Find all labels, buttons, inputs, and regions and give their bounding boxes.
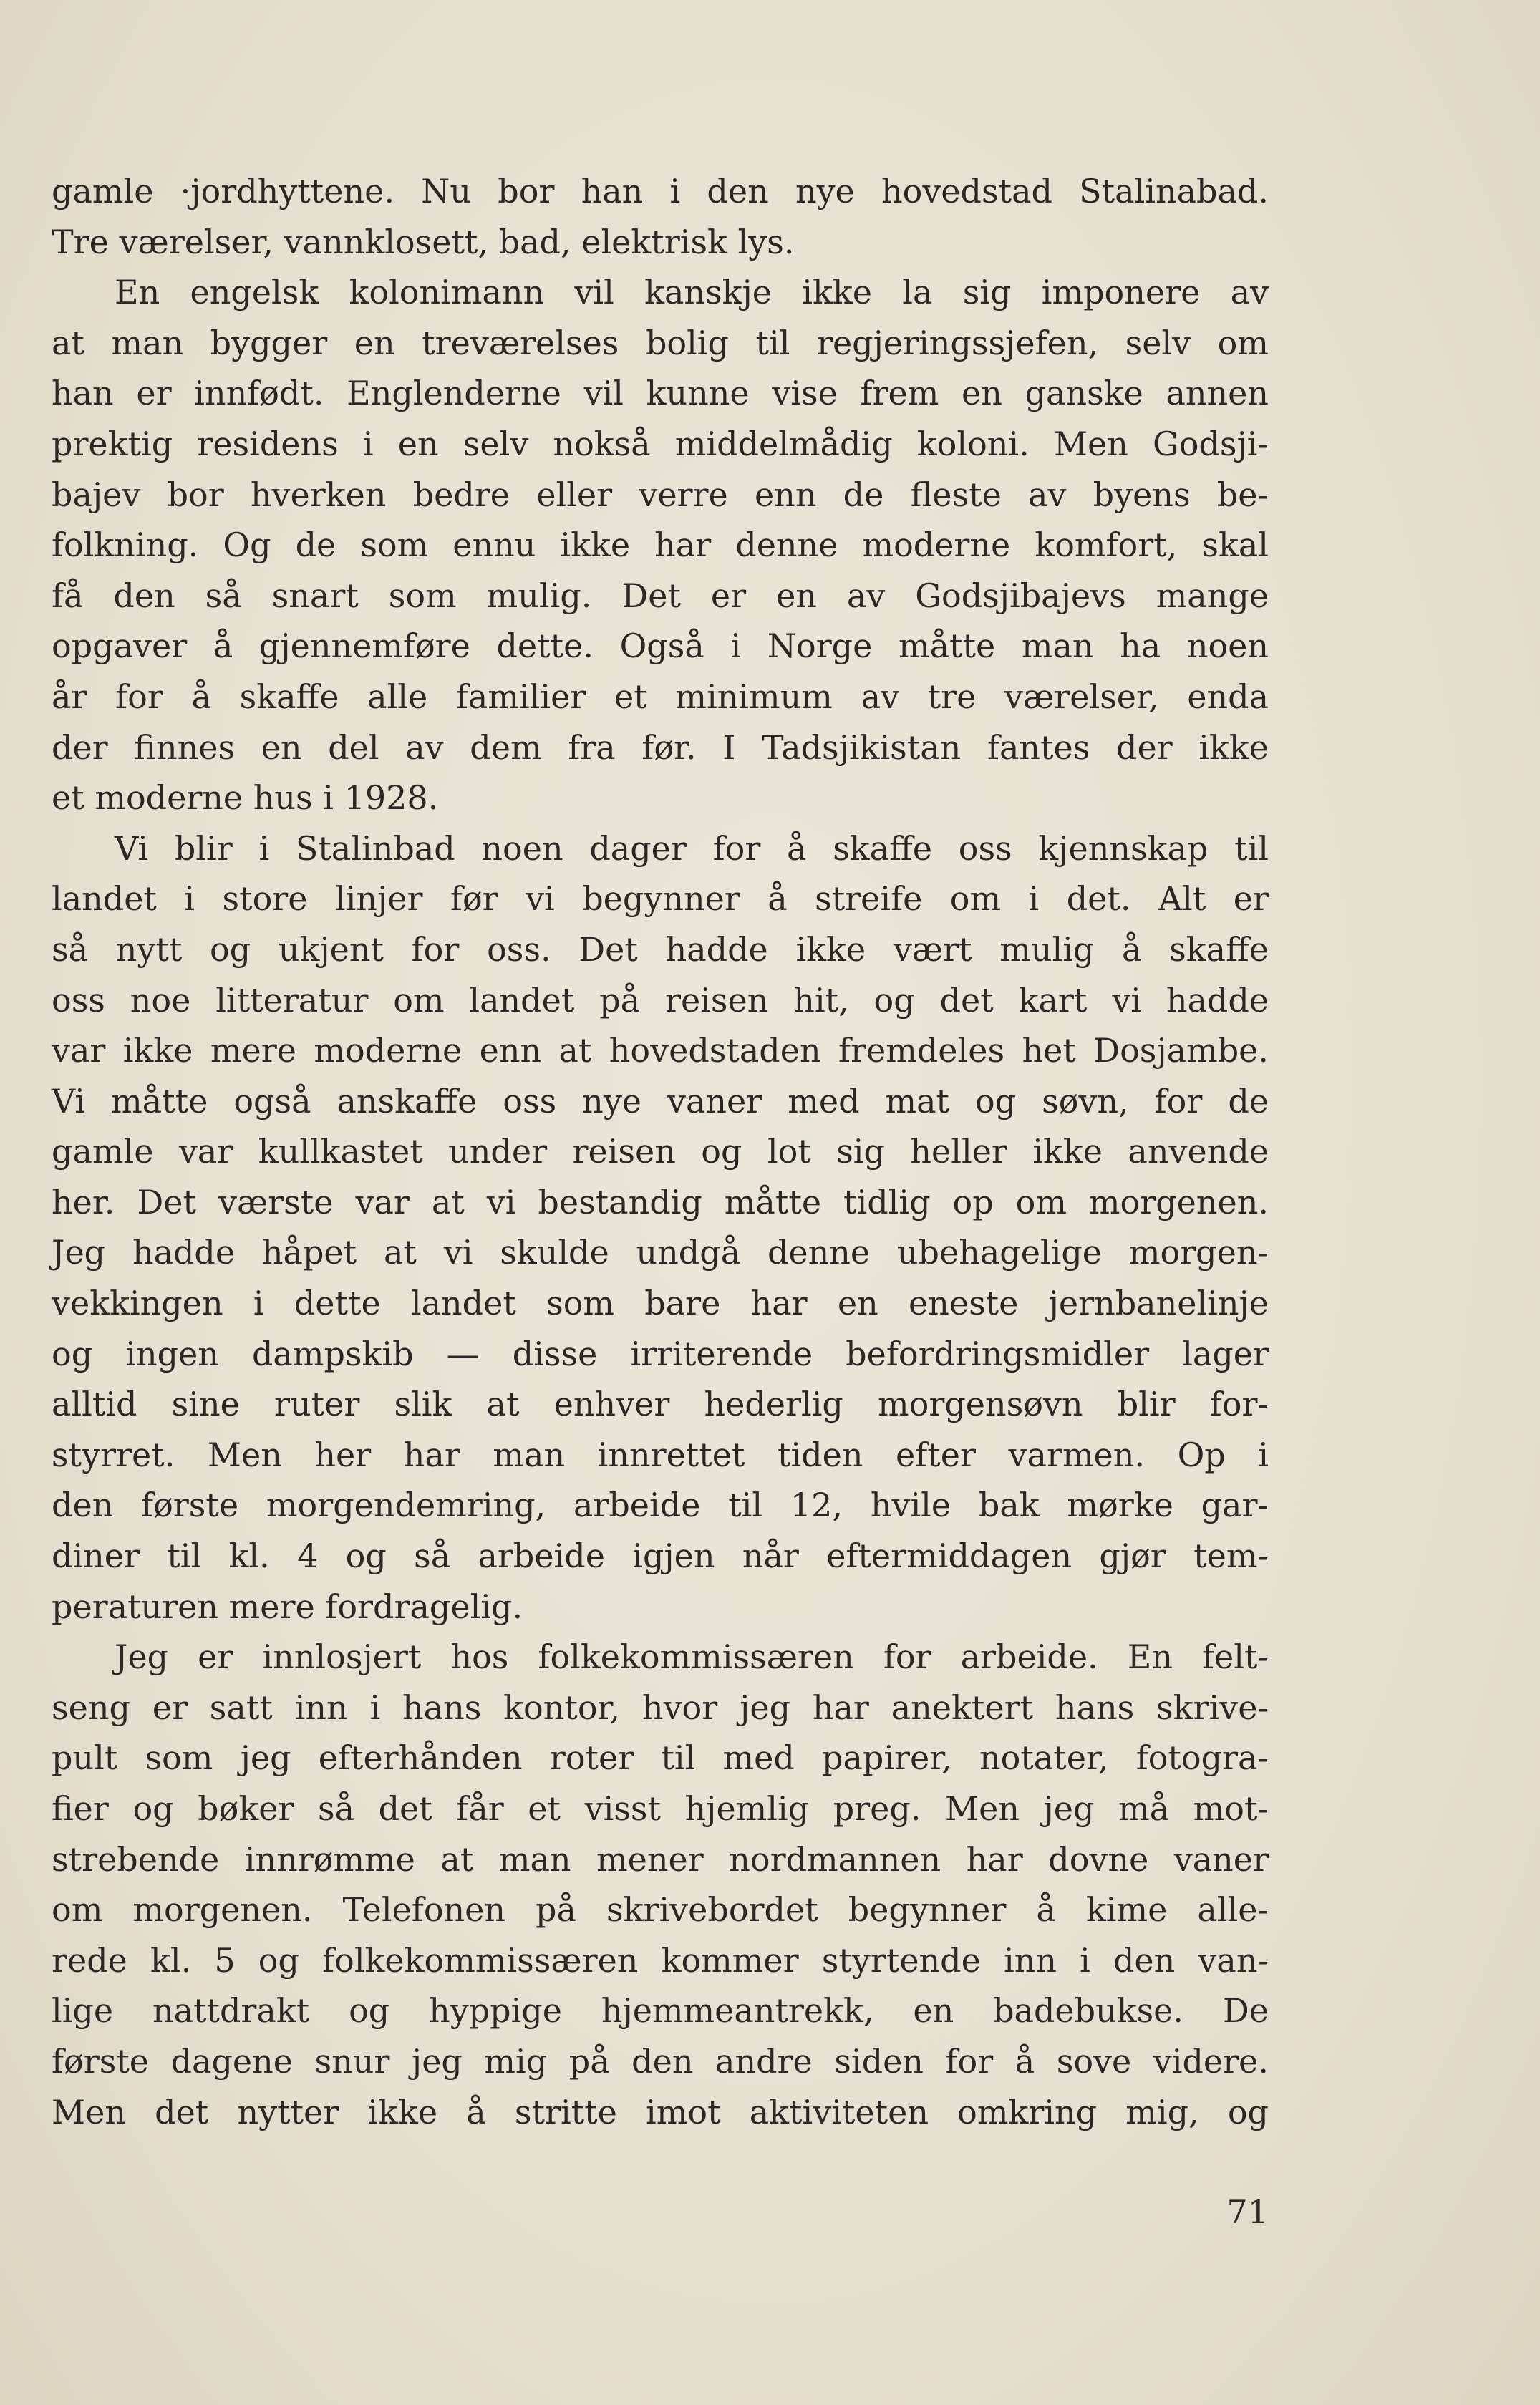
text-line: Vi blir i Stalinbad noen dager for å skaffe oss kjennskap til	[115, 828, 1269, 868]
text-line: et moderne hus i 1928.	[52, 778, 439, 818]
text-line: gamle var kullkastet under reisen og lot sig heller ikke anvende	[52, 1132, 1269, 1171]
text-line: han er innfødt. Englenderne vil kunne vise frem en ganske annen	[52, 374, 1269, 413]
text-line: En engelsk kolonimann vil kanskje ikke la sig imponere av	[115, 273, 1269, 312]
text-line: der finnes en del av dem fra før. I Tadsjikistan fantes der ikke	[52, 727, 1269, 767]
body-text	[52, 166, 1269, 2137]
text-line: få den så snart som mulig. Det er en av Godsjibajevs mange	[52, 576, 1269, 615]
text-line: her. Det værste var at vi bestandig måtte tidlig op om morgenen.	[52, 1182, 1269, 1221]
text-line: lige nattdrakt og hyppige hjemmeantrekk, en badebukse. De	[52, 1991, 1269, 2031]
text-line: så nytt og ukjent for oss. Det hadde ikke vært mulig å skaffe	[52, 929, 1269, 969]
text-line: var ikke mere moderne enn at hovedstaden fremdeles het Dosjambe.	[52, 1031, 1269, 1070]
text-line: alltid sine ruter slik at enhver hederlig morgensøvn blir for-	[52, 1385, 1269, 1424]
text-line: diner til kl. 4 og så arbeide igjen når eftermiddagen gjør tem-	[52, 1537, 1269, 1576]
text-line: den første morgendemring, arbeide til 12, hvile bak mørke gar-	[52, 1486, 1269, 1525]
text-line: landet i store linjer før vi begynner å streife om i det. Alt er	[52, 879, 1269, 919]
text-line: styrret. Men her har man innrettet tiden efter varmen. Op i	[52, 1435, 1269, 1474]
text-line: oss noe litteratur om landet på reisen hit, og det kart vi hadde	[52, 980, 1269, 1020]
text-line: Vi måtte også anskaffe oss nye vaner med mat og søvn, for de	[52, 1081, 1269, 1121]
text-line: at man bygger en treværelses bolig til regjeringssjefen, selv om	[52, 323, 1269, 362]
text-line: Jeg hadde håpet at vi skulde undgå denne ubehagelige morgen-	[52, 1233, 1269, 1272]
text-line: prektig residens i en selv nokså middelmådig koloni. Men Godsji-	[52, 424, 1269, 463]
text-line: folkning. Og de som ennu ikke har denne moderne komfort, skal	[52, 526, 1269, 565]
text-line: år for å skaffe alle familier et minimum av tre værelser, enda	[52, 677, 1269, 716]
text-line: opgaver å gjennemføre dette. Også i Norge måtte man ha noen	[52, 626, 1269, 666]
text-line: gamle ·jordhyttene. Nu bor han i den nye hovedstad Stalinabad.	[52, 172, 1269, 211]
text-line: og ingen dampskib — disse irriterende befordringsmidler lager	[52, 1334, 1269, 1373]
text-line: Men det nytter ikke å stritte imot aktiviteten omkring mig, og	[52, 2092, 1269, 2131]
text-line: om morgenen. Telefonen på skrivebordet begynner å kime alle-	[52, 1890, 1269, 1930]
text-line: seng er satt inn i hans kontor, hvor jeg har anektert hans skrive-	[52, 1688, 1269, 1727]
text-line: fier og bøker så det får et visst hjemlig preg. Men jeg må mot-	[52, 1789, 1269, 1828]
text-line: første dagene snur jeg mig på den andre siden for å sove videre.	[52, 2041, 1269, 2081]
text-line: peraturen mere fordragelig.	[52, 1587, 523, 1626]
text-line: pult som jeg efterhånden roter til med papirer, notater, fotogra-	[52, 1738, 1269, 1778]
text-line: strebende innrømme at man mener nordmannen har dovne vaner	[52, 1839, 1269, 1879]
text-line: Jeg er innlosjert hos folkekommissæren for arbeide. En felt-	[115, 1637, 1269, 1677]
page-number: 71	[1226, 2192, 1269, 2231]
text-line: bajev bor hverken bedre eller verre enn de fleste av byens be-	[52, 475, 1269, 514]
text-line: Tre værelser, vannklosett, bad, elektrisk lys.	[52, 222, 795, 261]
text-line: rede kl. 5 og folkekommissæren kommer styrtende inn i den van-	[52, 1940, 1269, 1980]
text-line: vekkingen i dette landet som bare har en eneste jernbanelinje	[52, 1284, 1269, 1323]
